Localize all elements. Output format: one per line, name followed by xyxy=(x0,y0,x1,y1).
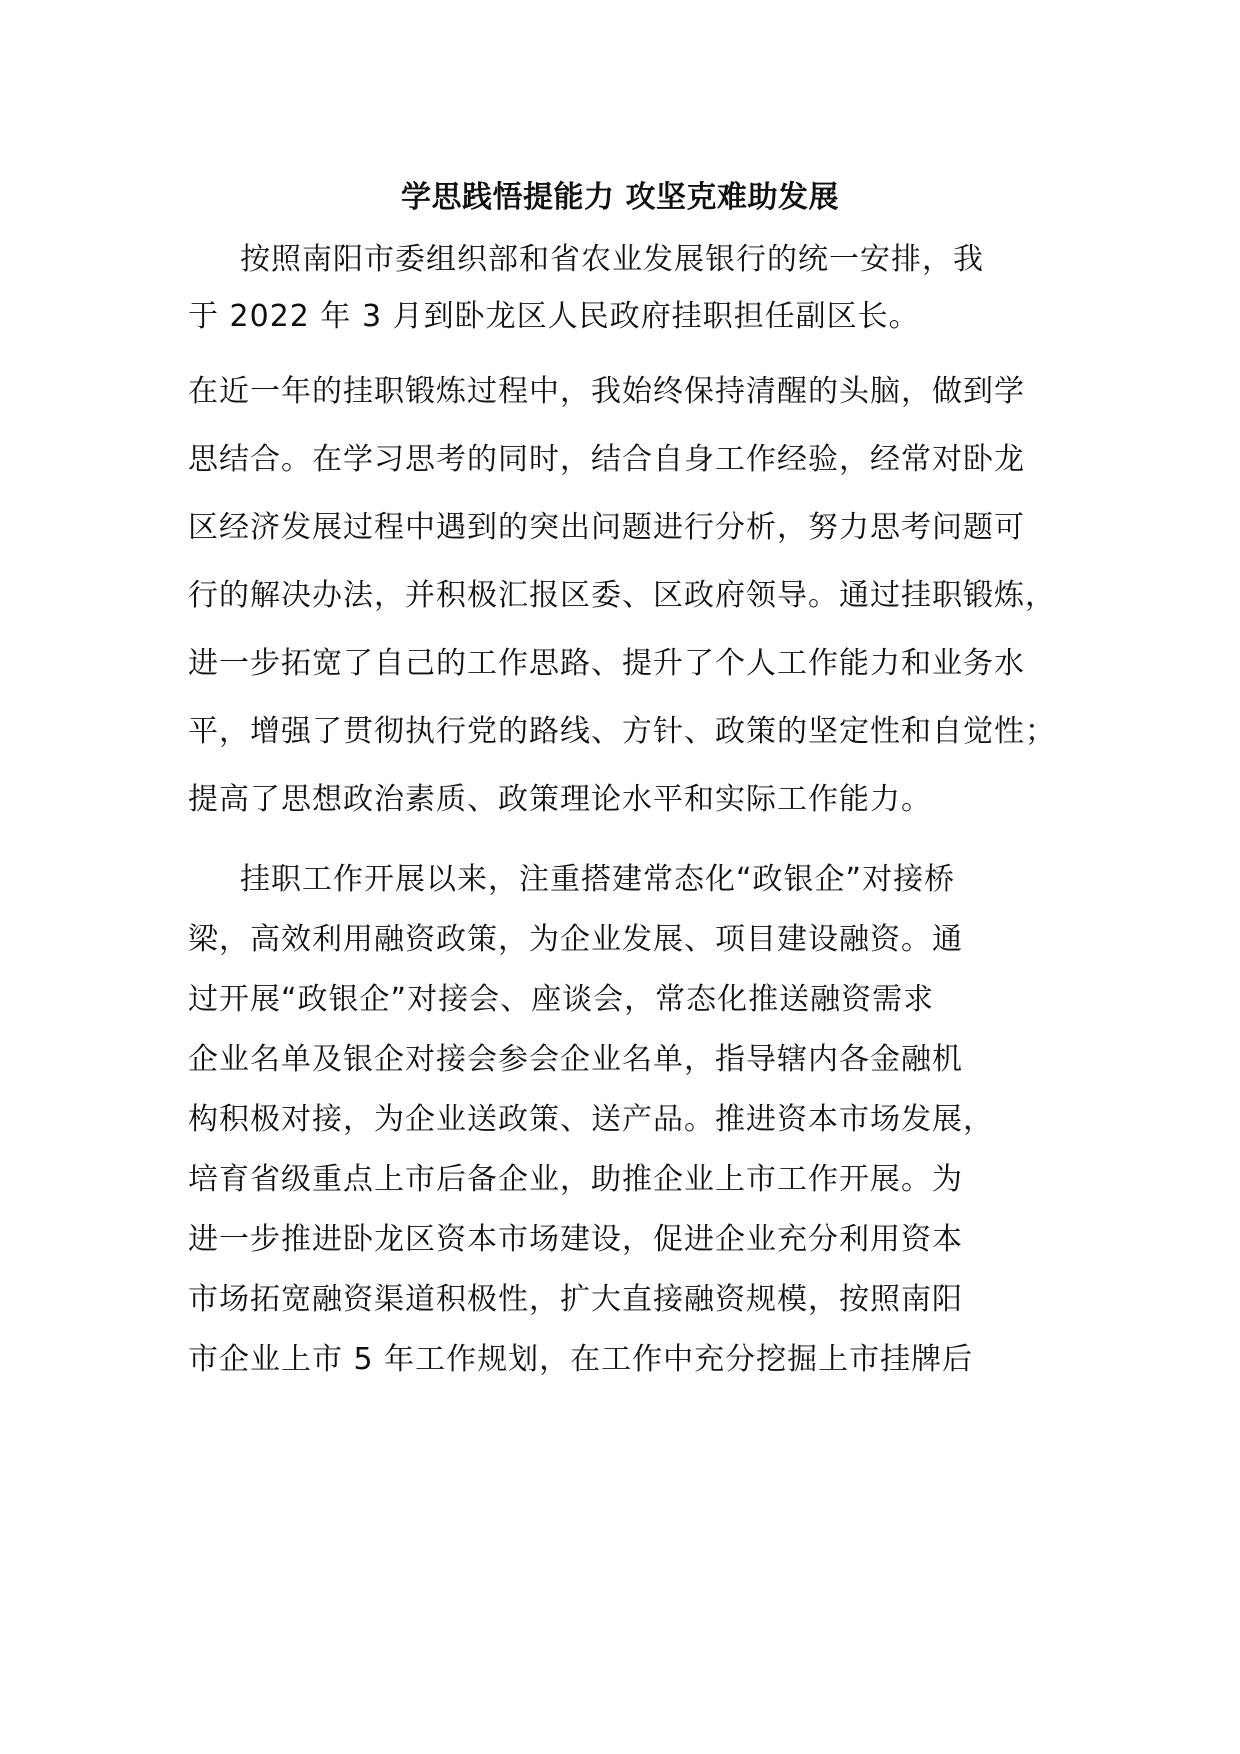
document-title: 学思践悟提能力 攻坚克难助发展 xyxy=(401,180,839,215)
paragraph-line: 进一步拓宽了自己的工作思路、提升了个人工作能力和业务水 xyxy=(188,646,1025,681)
paragraph-line: 于 2022 年 3 月到卧龙区人民政府挂职担任副区长。 xyxy=(188,299,920,334)
paragraph-line: 过开展“政银企”对接会、座谈会，常态化推送融资需求 xyxy=(188,982,935,1017)
paragraph-line: 思结合。在学习思考的同时，结合自身工作经验，经常对卧龙 xyxy=(188,442,1025,477)
paragraph-line: 培育省级重点上市后备企业，助推企业上市工作开展。为 xyxy=(188,1162,963,1197)
paragraph-line: 进一步推进卧龙区资本市场建设，促进企业充分利用资本 xyxy=(188,1222,963,1257)
paragraph-line: 市场拓宽融资渠道积极性，扩大直接融资规模，按照南阳 xyxy=(188,1282,963,1317)
paragraph-line: 区经济发展过程中遇到的突出问题进行分析，努力思考问题可 xyxy=(188,510,1025,545)
paragraph-line: 按照南阳市委组织部和省农业发展银行的统一安排，我 xyxy=(240,242,984,277)
paragraph-line: 构积极对接，为企业送政策、送产品。推进资本市场发展， xyxy=(188,1102,994,1137)
paragraph-line: 平，增强了贯彻执行党的路线、方针、政策的坚定性和自觉性； xyxy=(188,714,1056,749)
paragraph-line: 梁，高效利用融资政策，为企业发展、项目建设融资。通 xyxy=(188,922,963,957)
paragraph-line: 企业名单及银企对接会参会企业名单，指导辖内各金融机 xyxy=(188,1042,963,1077)
paragraph-line: 市企业上市 5 年工作规划，在工作中充分挖掘上市挂牌后 xyxy=(188,1342,974,1377)
paragraph-line: 在近一年的挂职锻炼过程中，我始终保持清醒的头脑，做到学 xyxy=(188,374,1025,409)
paragraph-line: 提高了思想政治素质、政策理论水平和实际工作能力。 xyxy=(188,782,932,817)
paragraph-line: 挂职工作开展以来，注重搭建常态化“政银企”对接桥 xyxy=(240,862,956,897)
paragraph-line: 行的解决办法，并积极汇报区委、区政府领导。通过挂职锻炼， xyxy=(188,578,1056,613)
